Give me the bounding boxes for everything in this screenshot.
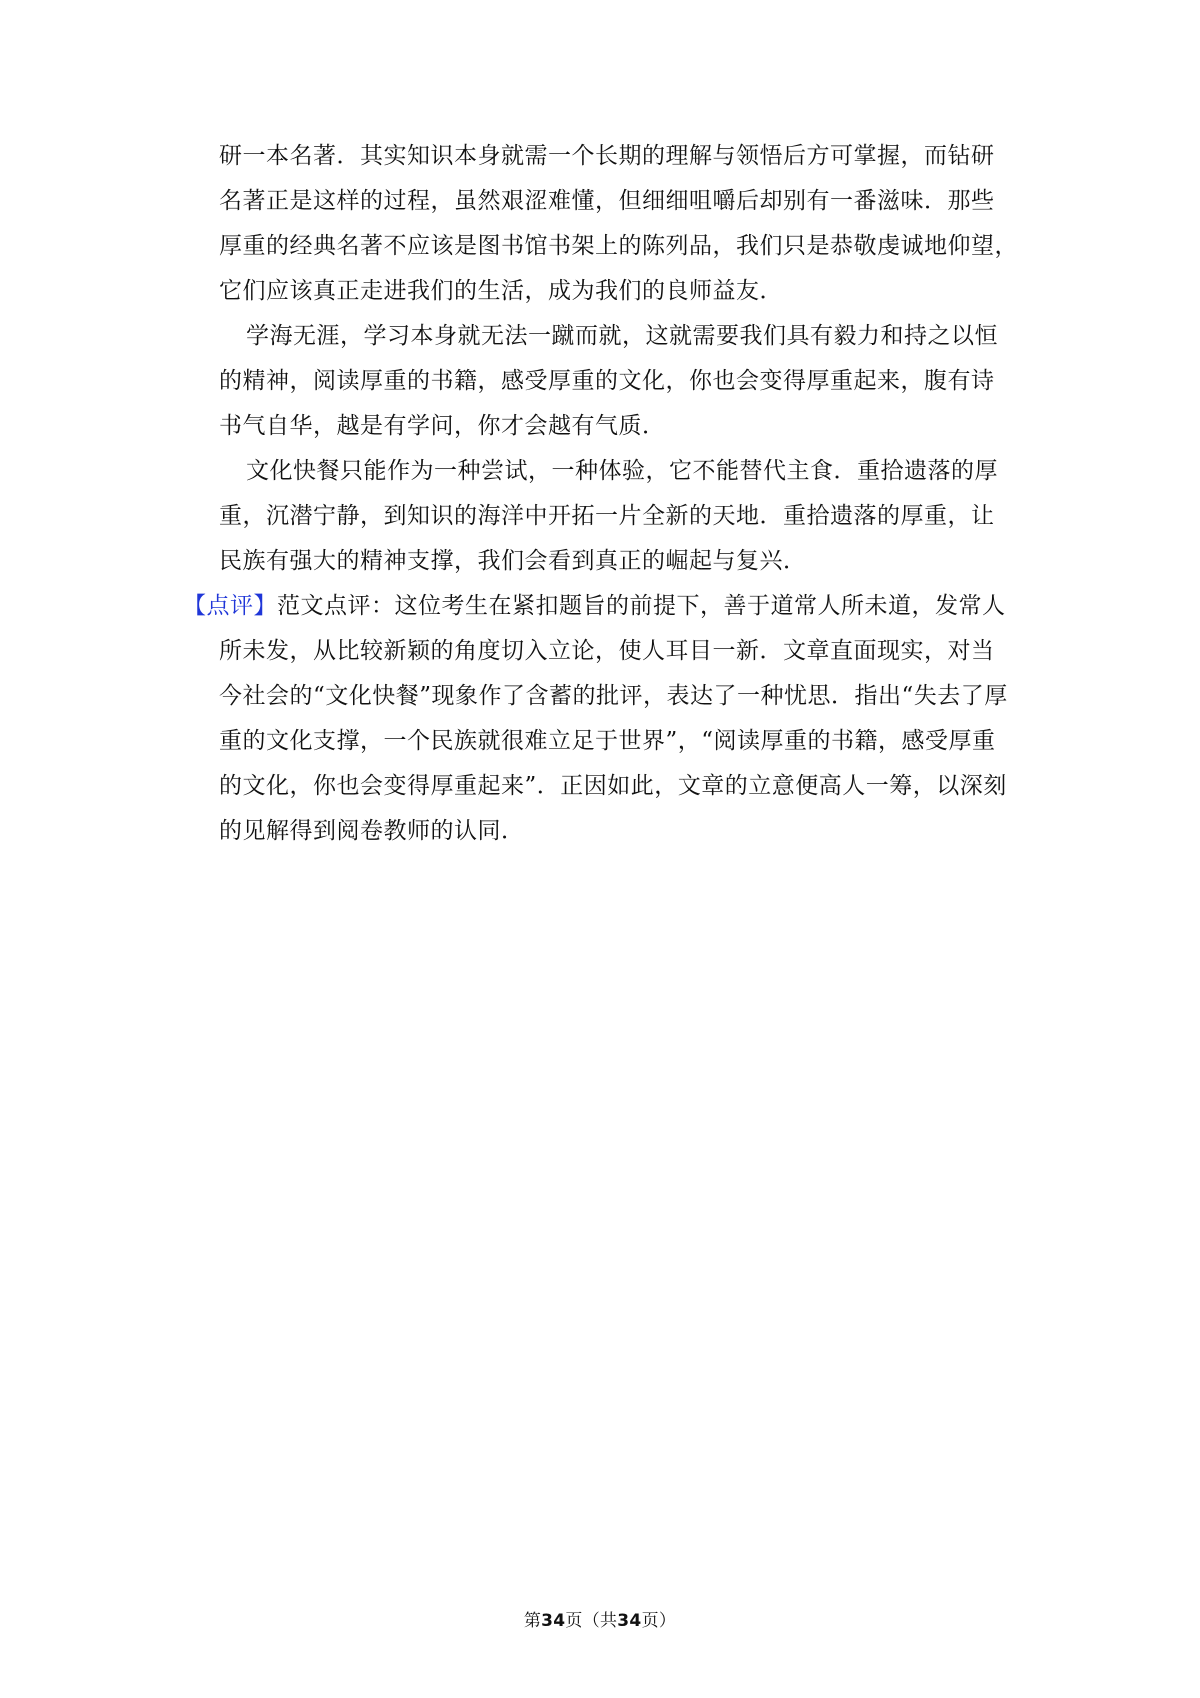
body-line-3: 厚重的经典名著不应该是图书馆书架上的陈列品，我们只是恭敬虔诚地仰望，	[219, 233, 1018, 259]
footer-middle: 页（共	[565, 1611, 618, 1631]
page-footer	[0, 1610, 1200, 1632]
comment-line-4: 重的文化支撑，一个民族就很难立足于世界”，“阅读厚重的书籍，感受厚重	[219, 728, 996, 754]
comment-line-3: 今社会的“文化快餐”现象作了含蓄的批评，表达了一种忧思．指出“失去了厚	[219, 683, 1008, 709]
footer-page-number: 34	[541, 1611, 566, 1631]
comment-line-6: 的见解得到阅卷教师的认同．	[219, 818, 525, 844]
body-line-6: 的精神，阅读厚重的书籍，感受厚重的文化，你也会变得厚重起来，腹有诗	[219, 368, 995, 394]
body-line-7: 书气自华，越是有学问，你才会越有气质．	[219, 413, 666, 439]
comment-line-2: 所未发，从比较新颖的角度切入立论，使人耳目一新．文章直面现实，对当	[219, 638, 995, 664]
footer-suffix: 页）	[641, 1611, 677, 1631]
comment-tag: 【点评】	[183, 593, 277, 619]
body-line-1: 研一本名著．其实知识本身就需一个长期的理解与领悟后方可掌握，而钻研	[219, 143, 995, 169]
comment-line-5: 的文化，你也会变得厚重起来”．正因如此，文章的立意便高人一筹，以深刻	[219, 773, 1007, 799]
body-line-4: 它们应该真正走进我们的生活，成为我们的良师益友．	[219, 278, 783, 304]
body-line-5: 学海无涯，学习本身就无法一蹴而就，这就需要我们具有毅力和持之以恒	[246, 323, 998, 349]
body-line-10: 民族有强大的精神支撑，我们会看到真正的崛起与复兴．	[219, 548, 807, 574]
body-line-9: 重，沉潜宁静，到知识的海洋中开拓一片全新的天地．重拾遗落的厚重，让	[219, 503, 995, 529]
footer-prefix: 第	[523, 1611, 542, 1631]
body-line-2: 名著正是这样的过程，虽然艰涩难懂，但细细咀嚼后却别有一番滋味．那些	[219, 188, 995, 214]
footer-total-pages: 34	[617, 1611, 642, 1631]
comment-line-1	[183, 592, 1006, 620]
comment-text-1: 范文点评：这位考生在紧扣题旨的前提下，善于道常人所未道，发常人	[277, 593, 1006, 619]
body-line-8: 文化快餐只能作为一种尝试，一种体验，它不能替代主食．重拾遗落的厚	[246, 458, 998, 484]
